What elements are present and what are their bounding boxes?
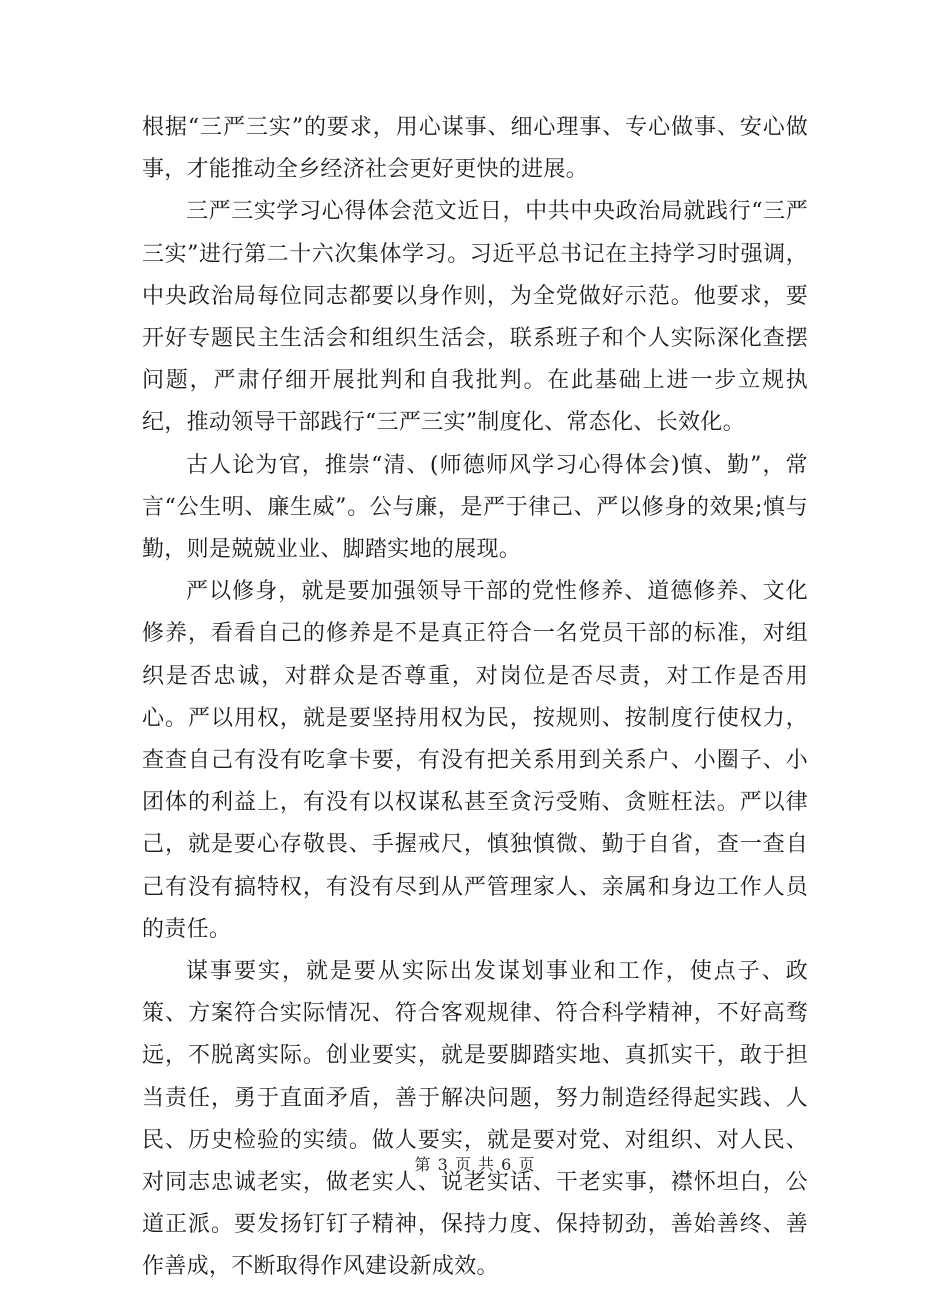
footer-total-word: 共 bbox=[478, 1155, 496, 1174]
document-body bbox=[142, 107, 808, 1289]
paragraph-5: 谋事要实，就是要从实际出发谋划事业和工作，使点子、政策、方案符合实际情况、符合客观规律、符合科学精神，不好高骛远，不脱离实际。创业要实，就是要脚踏实地、真抓实干，敢于担当责任，勇于直面矛盾，善于解决问题，努力制造经得起实践、人民、历史检验的实绩。做人要实，就是要对党、对组织、对人民、对同志忠诚老实，做老实人、说老实话、干老实事，襟怀坦白，公道正派。要发扬钉钉子精神，保持力度、保持韧劲，善始善终、善作善成，不断取得作风建设新成效。 bbox=[142, 959, 808, 1280]
total-page-count: 6 bbox=[501, 1155, 513, 1174]
footer-page-word: 页 bbox=[454, 1155, 472, 1174]
footer-suffix: 页 bbox=[518, 1155, 536, 1174]
paragraph-2: 三严三实学习心得体会范文近日，中共中央政治局就践行“三严三实”进行第二十六次集体学习。习近平总书记在主持学习时强调，中央政治局每位同志都要以身作则，为全党做好示范。他要求，要开好专题民主生活会和组织生活会，联系班子和个人实际深化查摆问题，严肃仔细开展批判和自我批判。在此基础上进一步立规执纪，推动领导干部践行“三严三实”制度化、常态化、长效化。 bbox=[142, 199, 808, 436]
paragraph-3: 古人论为官，推崇“清、(师德师风学习心得体会)慎、勤”，常言“公生明、廉生威”。公与廉，是严于律己、严以修身的效果;慎与勤，则是兢兢业业、脚踏实地的展现。 bbox=[142, 452, 808, 563]
paragraph-1: 根据“三严三实”的要求，用心谋事、细心理事、专心做事、安心做事，才能推动全乡经济社会更好更快的进展。 bbox=[142, 115, 808, 183]
page-footer bbox=[0, 1152, 950, 1175]
footer-prefix: 第 bbox=[414, 1155, 432, 1174]
current-page-number: 3 bbox=[437, 1155, 449, 1174]
paragraph-4: 严以修身，就是要加强领导干部的党性修养、道德修养、文化修养，看看自己的修养是不是真正符合一名党员干部的标准，对组织是否忠诚，对群众是否尊重，对岗位是否尽责，对工作是否用心。严以用权，就是要坚持用权为民，按规则、按制度行使权力，查查自己有没有吃拿卡要，有没有把关系用到关系户、小圈子、小团体的利益上，有没有以权谋私甚至贪污受贿、贪赃枉法。严以律己，就是要心存敬畏、手握戒尺，慎独慎微、勤于自省，查一查自己有没有搞特权，有没有尽到从严管理家人、亲属和身边工作人员的责任。 bbox=[142, 579, 808, 942]
